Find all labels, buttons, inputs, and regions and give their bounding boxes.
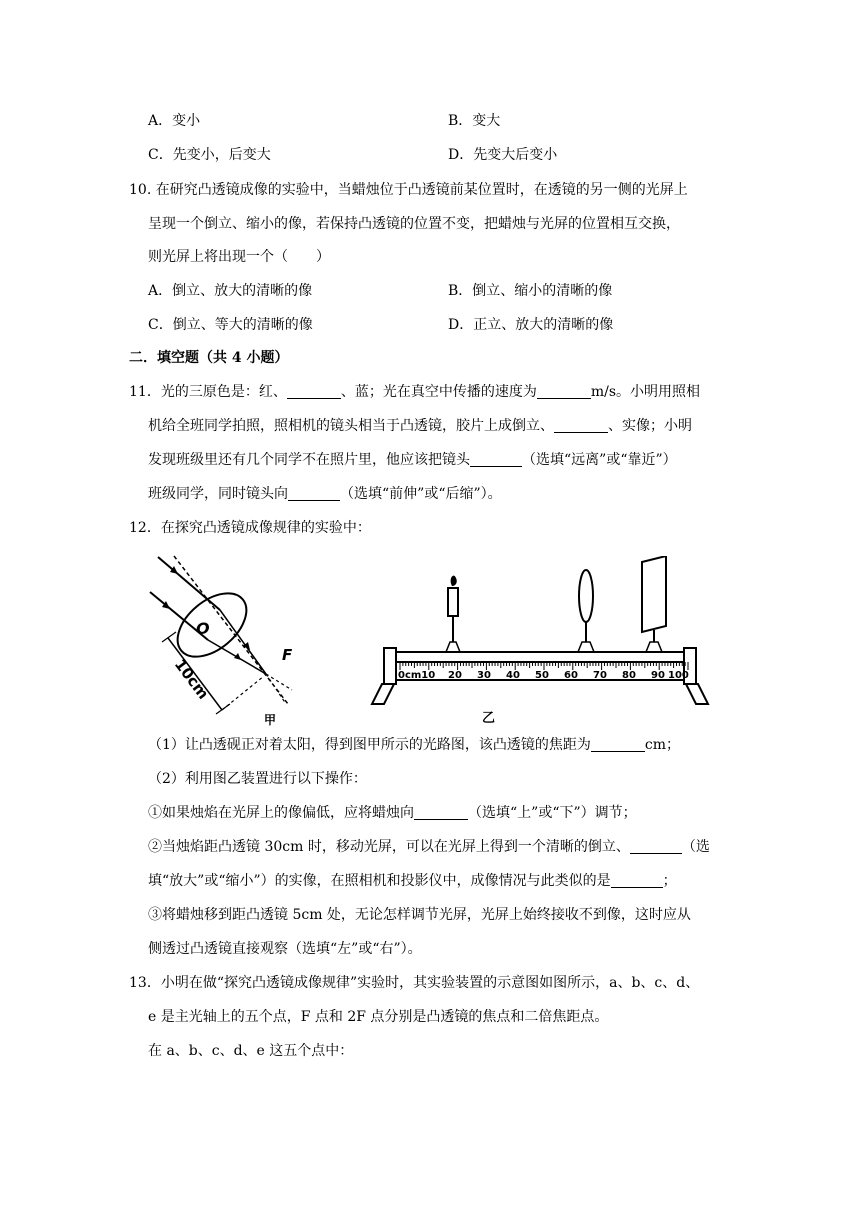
q12-step-2b: [148, 871, 677, 891]
q12-blank-size[interactable]: [630, 839, 682, 854]
q11-text: （选填“远离”或“靠近”）: [522, 452, 677, 468]
q12-part-2: （2）利用图乙装置进行以下操作：: [148, 771, 367, 787]
q11-line-2: [148, 416, 692, 436]
caption-jia: 甲: [264, 713, 277, 727]
q12-blank-device[interactable]: [611, 873, 663, 888]
q11-blank-3[interactable]: [554, 418, 608, 433]
q11-text: 11．光的三原色是：红、: [129, 384, 287, 400]
q11-blank-4[interactable]: [470, 452, 522, 467]
figure-a-lens-diagram: [140, 552, 320, 727]
q12-text: ①如果烛焰在光屏上的像偏低，应将蜡烛向: [148, 805, 414, 821]
q11-text: 机给全班同学拍照，照相机的镜头相当于凸透镜，胶片上成倒立、: [148, 418, 554, 434]
q11-text: 、蓝；光在真空中传播的速度为: [340, 384, 537, 400]
q12-title: 12．在探究凸透镜成像规律的实验中：: [129, 520, 371, 536]
ruler-label: 70: [593, 670, 607, 681]
q12-step-2a: [148, 837, 710, 857]
q12-step-3b: 侧透过凸透镜直接观察（选填“左”或“右”）。: [148, 941, 422, 957]
section-2-title: 二．填空题（共 4 小题）: [129, 350, 289, 366]
q9-option-c: C．先变小，后变大: [148, 147, 271, 163]
ruler-label: 100: [668, 670, 689, 681]
q9-option-d: D．先变大后变小: [448, 147, 558, 163]
q10-option-b: B．倒立、缩小的清晰的像: [448, 283, 613, 299]
q11-line-1: [129, 382, 700, 402]
ruler-label: 50: [535, 670, 549, 681]
q13-line-2: e 是主光轴上的五个点，F 点和 2F 点分别是凸透镜的焦点和二倍焦距点。: [148, 1009, 609, 1025]
ruler-label: 60: [564, 670, 578, 681]
ruler-label: 90: [651, 670, 665, 681]
figure-b-optical-bench: [370, 556, 710, 726]
ruler-label: 20: [448, 670, 462, 681]
q12-step-3a: ③将蜡烛移到距凸透镜 5cm 处，无论怎样调节光屏，光屏上始终接收不到像，这时应从: [148, 907, 691, 923]
q12-text: （1）让凸透砚正对着太阳，得到图甲所示的光路图，该凸透镜的焦距为: [148, 737, 591, 753]
q12-text: 填“放大”或“缩小”）的实像，在照相机和投影仪中，成像情况与此类似的是: [148, 873, 611, 889]
q10-option-d: D．正立、放大的清晰的像: [448, 317, 614, 333]
ruler-label: 80: [622, 670, 636, 681]
q12-part-1: [148, 735, 680, 755]
q10-option-c: C．倒立、等大的清晰的像: [148, 317, 313, 333]
q11-line-3: [148, 450, 677, 470]
label-10cm: 10cm: [170, 655, 213, 703]
q10-line-3: 则光屏上将出现一个（ ）: [148, 249, 330, 265]
q12-text: ②当烛焰距凸透镜 30cm 时，移动光屏，可以在光屏上得到一个清晰的倒立、: [148, 839, 630, 855]
q9-option-b: B．变大: [448, 113, 501, 129]
q12-step-1: [148, 803, 637, 823]
q10-line-2: 呈现一个倒立、缩小的像，若保持凸透镜的位置不变，把蜡烛与光屏的位置相互交换，: [148, 216, 680, 232]
q11-text: （选填“前伸”或“后缩”）。: [340, 486, 502, 502]
q12-text: （选: [681, 839, 710, 855]
q13-line-1: 13．小明在做“探究凸透镜成像规律”实验时，其实验装置的示意图如图所示，a、b、c、d、: [129, 975, 700, 991]
label-f: F: [282, 646, 293, 664]
q11-text: 发现班级里还有几个同学不在照片里，他应该把镜头: [148, 452, 470, 468]
q11-text: 、实像；小明: [608, 418, 692, 434]
q11-line-4: [148, 484, 502, 504]
q12-text: （选填“上”或“下”）调节；: [468, 805, 637, 821]
q11-text: 班级同学，同时镜头向: [148, 486, 288, 502]
ruler-label: 40: [506, 670, 520, 681]
ruler-label: 30: [477, 670, 491, 681]
q11-text: m/s。小明用照相: [590, 384, 701, 400]
q12-blank-focal[interactable]: [591, 737, 645, 752]
q13-line-3: 在 a、b、c、d、e 这五个点中：: [148, 1043, 354, 1059]
q11-blank-1[interactable]: [287, 384, 341, 399]
ruler-label: 0cm10: [398, 670, 436, 681]
caption-yi: 乙: [482, 711, 496, 726]
q10-option-a: A．倒立、放大的清晰的像: [148, 283, 313, 299]
q11-blank-2[interactable]: [537, 384, 591, 399]
q9-option-a: A．变小: [148, 113, 201, 129]
q10-line-1: 10. 在研究凸透镜成像的实验中，当蜡烛位于凸透镜前某位置时，在透镜的另一侧的光屏上: [129, 182, 688, 198]
label-o: O: [196, 619, 210, 638]
q12-blank-direction[interactable]: [414, 805, 468, 820]
q12-text: cm；: [644, 737, 681, 753]
q12-text: ；: [662, 873, 677, 889]
q11-blank-5[interactable]: [288, 486, 340, 501]
